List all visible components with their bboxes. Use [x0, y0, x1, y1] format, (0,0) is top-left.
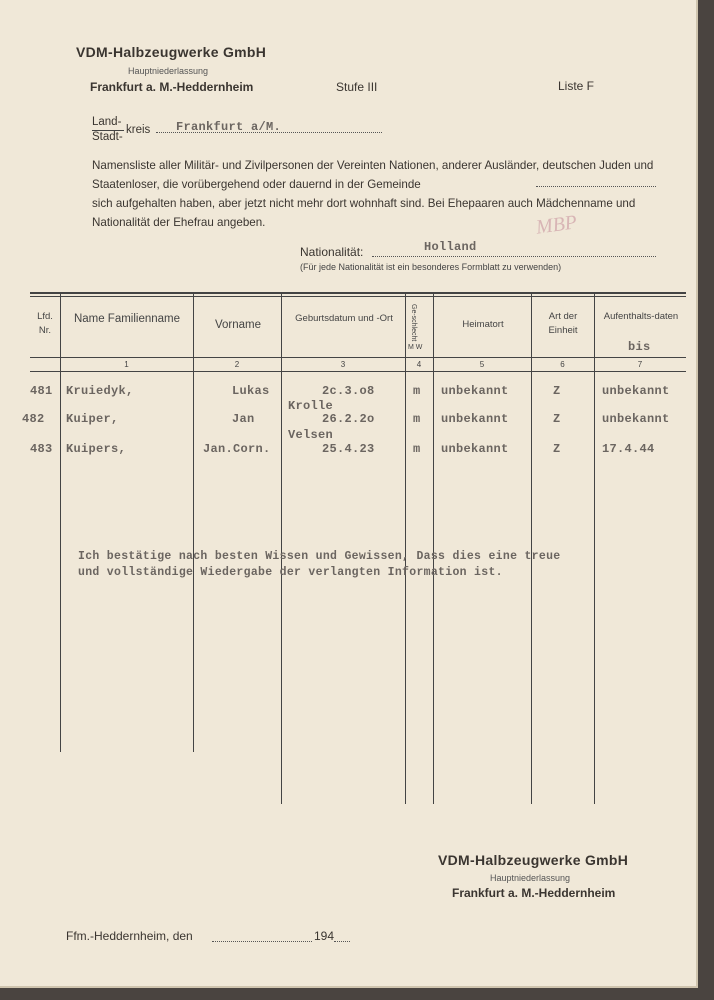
header-vorname: Vorname [214, 319, 262, 331]
footer-branch: Hauptniederlassung [490, 873, 571, 883]
row-2-nr: 482 [22, 412, 45, 426]
description-text-2: sich aufgehalten haben, aber jetzt nicht mehr dort wohnhaft sind. Bei Ehepaaren auch Mädchenname und Nationalität der Ehefrau angeben. [92, 197, 636, 229]
header-art: Art der Einheit [548, 311, 578, 336]
row-1-geburt: 2c.3.o8 [322, 384, 375, 398]
stufe-label: Stufe III [336, 80, 378, 94]
row-1-art: Z [553, 384, 561, 398]
row-2-heimat: unbekannt [441, 412, 509, 426]
col-number-1: 1 [124, 360, 129, 369]
col-number-7: 7 [637, 360, 643, 369]
company-location: Frankfurt a. M.-Heddernheim [90, 80, 254, 94]
table-number-divider [30, 371, 686, 372]
place-date-label: Ffm.-Heddernheim, den [66, 929, 193, 943]
row-3-aufenthalt: 17.4.44 [602, 442, 655, 456]
kreis-strike [92, 130, 124, 131]
row-3-ort: Velsen [288, 428, 334, 442]
footer-company: VDM-Halbzeugwerke GmbH [438, 852, 629, 868]
col-number-2: 2 [234, 360, 240, 369]
header-heimatort: Heimatort [462, 319, 504, 330]
header-name: Name Familienname [73, 313, 181, 325]
stadt-label: Stadt- [92, 131, 123, 143]
row-1-nr: 481 [30, 384, 53, 398]
kreis-value: Frankfurt a/M. [176, 120, 282, 134]
company-branch: Hauptniederlassung [128, 66, 209, 76]
table-header-divider [30, 357, 686, 358]
nationality-note: (Für jede Nationalität ist ein besonderes Formblatt zu verwenden) [300, 262, 562, 272]
row-2-vorname: Jan [232, 412, 255, 426]
year-dotted-line [334, 941, 350, 942]
row-1-aufenthalt: unbekannt [602, 384, 670, 398]
land-label: Land- [92, 116, 122, 128]
liste-label: Liste F [558, 79, 595, 93]
col-line-3 [281, 294, 282, 804]
header-mw: M W [408, 344, 423, 351]
table-top-border [30, 292, 686, 294]
col-line-4 [405, 294, 406, 804]
row-3-nr: 483 [30, 442, 53, 456]
row-3-geburt: 25.4.23 [322, 442, 375, 456]
table-top-border-2 [30, 296, 686, 297]
row-1-sex: m [413, 384, 421, 398]
header-geschlecht: Ge-schlecht [410, 304, 417, 342]
col-number-4: 4 [416, 360, 422, 369]
row-3-art: Z [553, 442, 561, 456]
header-lfd: Lfd. Nr. [37, 311, 53, 336]
row-1-vorname: Lukas [232, 384, 270, 398]
row-2-art: Z [553, 412, 561, 426]
col-number-6: 6 [560, 360, 565, 369]
col-line-7 [594, 294, 595, 804]
row-2-name: Kuiper, [66, 412, 119, 426]
nationality-value: Holland [424, 240, 477, 254]
header-geburt: Geburtsdatum und -Ort [295, 313, 393, 324]
row-3-heimat: unbekannt [441, 442, 509, 456]
nationality-dotted-line [372, 256, 656, 257]
company-name: VDM-Halbzeugwerke GmbH [76, 44, 267, 60]
col-line-5 [433, 294, 434, 804]
kreis-label: kreis [126, 124, 151, 136]
row-3-vorname: Jan.Corn. [203, 442, 271, 456]
row-1-heimat: unbekannt [441, 384, 509, 398]
row-2-aufenthalt: unbekannt [602, 412, 670, 426]
row-2-geburt: 26.2.2o [322, 412, 375, 426]
footer-location: Frankfurt a. M.-Heddernheim [452, 886, 616, 900]
gemeinde-dotted-line [536, 186, 656, 187]
row-3-sex: m [413, 442, 421, 456]
row-3-name: Kuipers, [66, 442, 127, 456]
header-aufenthalt-typed: bis [628, 340, 651, 354]
header-aufenthalt: Aufenthalts-daten [603, 311, 679, 322]
col-line-6 [531, 294, 532, 804]
confirmation-line-1: Ich bestätige nach besten Wissen und Gewissen, Dass dies eine treue [78, 550, 561, 563]
row-2-sex: m [413, 412, 421, 426]
col-number-5: 5 [479, 360, 485, 369]
year-prefix: 194 [314, 929, 335, 943]
col-number-3: 3 [340, 360, 346, 369]
nationality-label: Nationalität: [300, 245, 364, 259]
row-1-name: Kruiedyk, [66, 384, 134, 398]
kreis-dotted-line [156, 132, 382, 133]
description-text: Namensliste aller Militär- und Zivilpersonen der Vereinten Nationen, anderer Ausländer, deutschen Juden und Staatenloser, die vorübergehend oder dauernd in der Gemeinde [92, 159, 654, 191]
date-dotted-line [212, 941, 312, 942]
confirmation-line-2: und vollständige Wiedergabe der verlangten Information ist. [78, 566, 503, 579]
pencil-mark: MBP [534, 211, 579, 239]
row-2-ort: Krolle [288, 399, 334, 413]
